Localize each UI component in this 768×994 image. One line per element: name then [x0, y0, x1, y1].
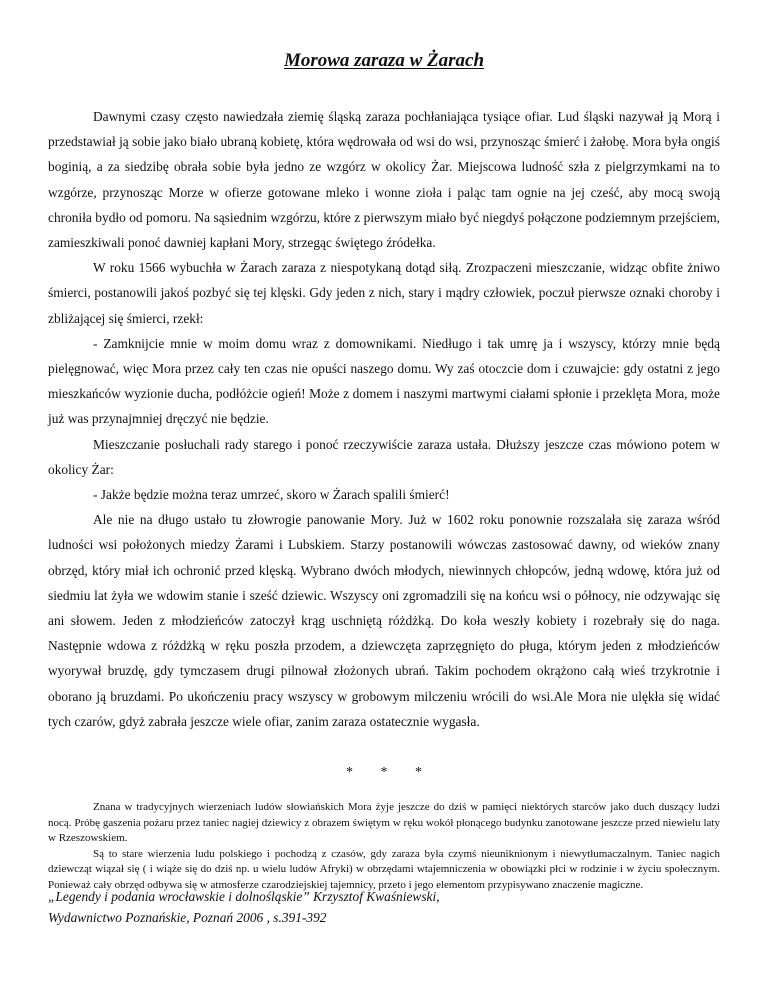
story-paragraph-1: Dawnymi czasy często nawiedzała ziemię śląską zaraza pochłaniająca tysiące ofiar. Lud śląski nazywał ją Morą i przedstawiał ją sobie jako biało ubraną kobietę, która wędrowała od wsi do wsi, przynosząc śmierć i żałobę. Mora była ongiś boginią, a za siedzibę obrała sobie była jedno ze wzgórz w okolicy Żar. Miejscowa ludność szła z pielgrzymkami na to wzgórze, przynosząc Morze w ofierze gotowane mleko i wonne zioła i paląc tam ognie na jej cześć, aby mocą swoją chroniła bydło od pomoru. Na sąsiednim wzgórzu, które z pierwszym miało być niegdyś połączone podziemnym przejściem, zamieszkiwali ponoć dawniej kapłani Mory, strzegąc świętego źródełka. [48, 109, 720, 251]
story-paragraph-5: - Jakże będzie można teraz umrzeć, skoro w Żarach spalili śmierć! [93, 487, 450, 503]
document-page [48, 0, 720, 894]
document-title: Morowa zaraza w Żarach [283, 50, 485, 71]
commentary-note-2: Są to stare wierzenia ludu polskiego i pochodzą z czasów, gdy zaraza była czymś nieuniknionym i niewytłumaczalnym. Taniec nagich dziewcząt wiązał się ( i wiąże się do dziś np. u wielu ludów Afryki) w obrzędami wtajemniczenia w obowiązki płci w rodzinie i w życiu społecznym. Ponieważ cały obrzęd odbywa się w atmosferze czarodziejskiej tajemnicy, przeto i jego elementom przypisywano znaczenie magiczne. [48, 847, 720, 892]
commentary-notes [48, 800, 720, 894]
source-citation [48, 886, 720, 928]
story-paragraph-6: Ale nie na długo ustało tu złowrogie panowanie Mory. Już w 1602 roku ponownie rozszalała się zaraza wśród ludności wsi położonych miedzy Żarami i Lubskiem. Starzy postanowili wówczas zastosować dawny, od wieków znany obrzęd, który miał ich ochronić przed klęską. Wybrano dwóch młodych, niewinnych chłopców, jedną wdowę, która już od siedmiu lat żyła we wdowim stanie i sześć dziewic. Wszyscy oni zgromadzili się na końcu wsi o północy, nie odzywając się ani słowem. Jeden z młodzieńców zatoczył krąg uschniętą różdżką. Do koła weszły kobiety i rozebrały się do naga. Następnie wdowa z różdżką w ręku poszła przodem, a dziewczęta zaprzęgnięto do pługa, którym jeden z młodzieńców wyorywał bruzdę, gdy tymczasem drugi pilnował złożonych ubrań. Takim pochodem okrążono całą wieś trzykrotnie i oborano ją bruzdami. Po ukończeniu pracy wszyscy w grobowym milczeniu wrócili do wsi.Ale Mora nie ulękła się widać tych czarów, gdyż zabrała jeszcze wiele ofiar, zanim zaraza ostatecznie wygasła. [48, 512, 720, 729]
source-citation-line-1: „Legendy i podania wrocławskie i dolnośląskie” Krzysztof Kwaśniewski, [48, 889, 440, 904]
source-citation-line-2: Wydawnictwo Poznańskie, Poznań 2006 , s.391-392 [48, 910, 327, 925]
commentary-note-1: Znana w tradycyjnych wierzeniach ludów słowiańskich Mora żyje jeszcze do dziś w pamięci niektórych starców jako duch duszący ludzi nocą. Próbę gaszenia pożaru przez taniec nagiej dziewicy z obrazem świętym w ręku wokół płonącego budynku zanotowane jeszcze przed niewielu laty w Rzeszowskiem. [48, 801, 720, 845]
story-body [48, 104, 720, 734]
story-paragraph-3: - Zamknijcie mnie w moim domu wraz z domownikami. Niedługo i tak umrę ja i wszyscy, którzy mnie będą pielęgnować, więc Mora przez cały ten czas nie opuści naszego domu. Wy zaś otoczcie dom i czuwajcie: gdy ostatni z jego mieszkańców wyzionie ducha, podłóżcie ogień! Może z domem i naszymi martwymi ciałami spłonie i przeklęta Mora, może już was przynajmniej dręczyć nie będzie. [48, 335, 720, 427]
story-paragraph-2: W roku 1566 wybuchła w Żarach zaraza z niespotykaną dotąd siłą. Zrozpaczeni mieszczanie, widząc obfite żniwo śmierci, postanowili jakoś pozbyć się tej klęski. Gdy jeden z nich, stary i mądry człowiek, poczuł pierwsze oznaki choroby i zbliżającej się śmierci, rzekł: [48, 260, 720, 326]
story-paragraph-4: Mieszczanie posłuchali rady starego i ponoć rzeczywiście zaraza ustała. Dłuższy jeszcze czas mówiono potem w okolicy Żar: [48, 436, 720, 477]
section-separator: * * * [346, 765, 434, 781]
